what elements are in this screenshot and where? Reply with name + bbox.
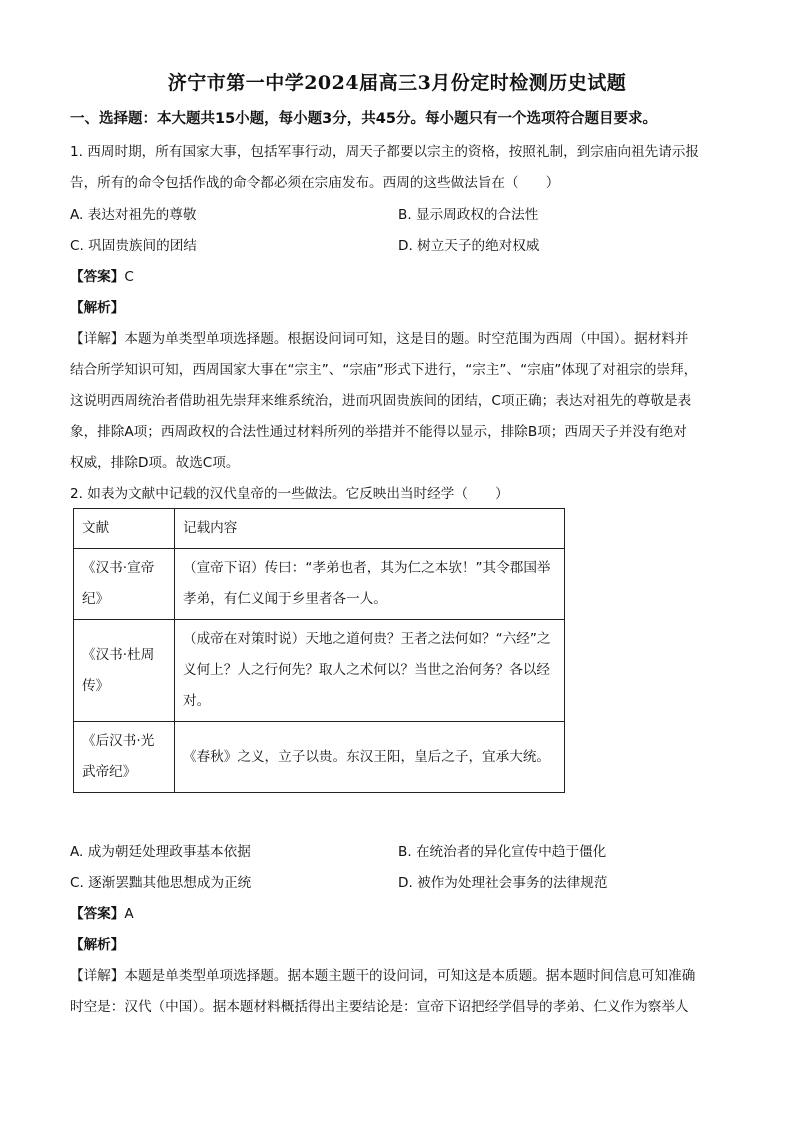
q1-analysis-label: 【解析】 [70, 300, 125, 316]
q1-stem-line2: 告，所有的命令包括作战的命令都必须在宗庙发布。西周的这些做法旨在（ ） [70, 175, 560, 191]
q2-analysis-line1: 【详解】本题是单类型单项选择题。据本题主题干的设问词，可知这是本质题。据本题时间信息可知准确 [70, 968, 696, 984]
q2-stem: 2. 如表为文献中记载的汉代皇帝的一些做法。它反映出当时经学（ ） [70, 486, 509, 502]
table-row [74, 722, 565, 793]
q2-option-a: A. 成为朝廷处理政事基本依据 [70, 844, 251, 860]
q1-answer-value: C [124, 269, 134, 285]
q2-analysis-label: 【解析】 [70, 937, 125, 953]
table-cell-source: 《汉书·杜周传》 [74, 620, 175, 722]
q1-option-a: A. 表达对祖先的尊敬 [70, 207, 197, 223]
q1-stem-line1: 1. 西周时期，所有国家大事，包括军事行动，周天子都要以宗主的资格，按照礼制，到宗庙向祖先请示报 [70, 144, 700, 160]
table-cell-content: （成帝在对策时说）天地之道何贵？王者之法何如？“六经”之义何上？人之行何先？取人之术何以？当世之治何务？各以经对。 [175, 620, 565, 722]
q1-analysis-line4: 象，排除A项；西周政权的合法性通过材料所列的举措并不能得以显示，排除B项；西周天子并没有绝对 [70, 424, 687, 440]
table-header-row [74, 509, 565, 549]
table-cell-source: 《后汉书·光武帝纪》 [74, 722, 175, 793]
q1-option-d: D. 树立天子的绝对权威 [398, 238, 540, 254]
q1-analysis-line2: 结合所学知识可知，西周国家大事在“宗主”、“宗庙”形式下进行，“宗主”、“宗庙”体现了对祖宗的崇拜， [70, 362, 698, 378]
page-title: 济宁市第一中学2024届高三3月份定时检测历史试题 [167, 72, 627, 94]
q2-option-c: C. 逐渐罢黜其他思想成为正统 [70, 875, 252, 891]
q1-answer [70, 265, 134, 285]
answer-label: 【答案】 [70, 269, 125, 285]
q2-analysis-line2: 时空是：汉代（中国）。据本题材料概括得出主要结论是：宣帝下诏把经学倡导的孝弟、仁义作为察举人 [70, 999, 689, 1015]
table-header-source: 文献 [74, 509, 175, 549]
q1-analysis-line5: 权威，排除D项。故选C项。 [70, 455, 240, 471]
table-cell-source: 《汉书·宣帝纪》 [74, 549, 175, 620]
q2-option-d: D. 被作为处理社会事务的法律规范 [398, 875, 608, 891]
table-header-content: 记载内容 [175, 509, 565, 549]
table-cell-content: （宣帝下诏）传曰：“孝弟也者，其为仁之本欤！”其令郡国举孝弟，有仁义闻于乡里者各一人。 [175, 549, 565, 620]
q2-option-b: B. 在统治者的异化宣传中趋于僵化 [398, 844, 607, 860]
section-heading: 一、选择题：本大题共15小题，每小题3分，共45分。每小题只有一个选项符合题目要求。 [70, 111, 657, 127]
q1-analysis-line1: 【详解】本题为单类型单项选择题。根据设问词可知，这是目的题。时空范围为西周（中国）。据材料并 [70, 331, 689, 347]
q1-option-b: B. 显示周政权的合法性 [398, 207, 539, 223]
q2-answer-value: A [124, 906, 134, 922]
answer-label: 【答案】 [70, 906, 125, 922]
q2-answer [70, 902, 134, 922]
table-row [74, 620, 565, 722]
records-table [73, 508, 565, 793]
table-row [74, 549, 565, 620]
q1-option-c: C. 巩固贵族间的团结 [70, 238, 197, 254]
table-cell-content: 《春秋》之义，立子以贵。东汉王阳，皇后之子，宜承大统。 [175, 722, 565, 793]
q1-analysis-line3: 这说明西周统治者借助祖先崇拜来维系统治，进而巩固贵族间的团结，C项正确；表达对祖先的尊敬是表 [70, 393, 692, 409]
